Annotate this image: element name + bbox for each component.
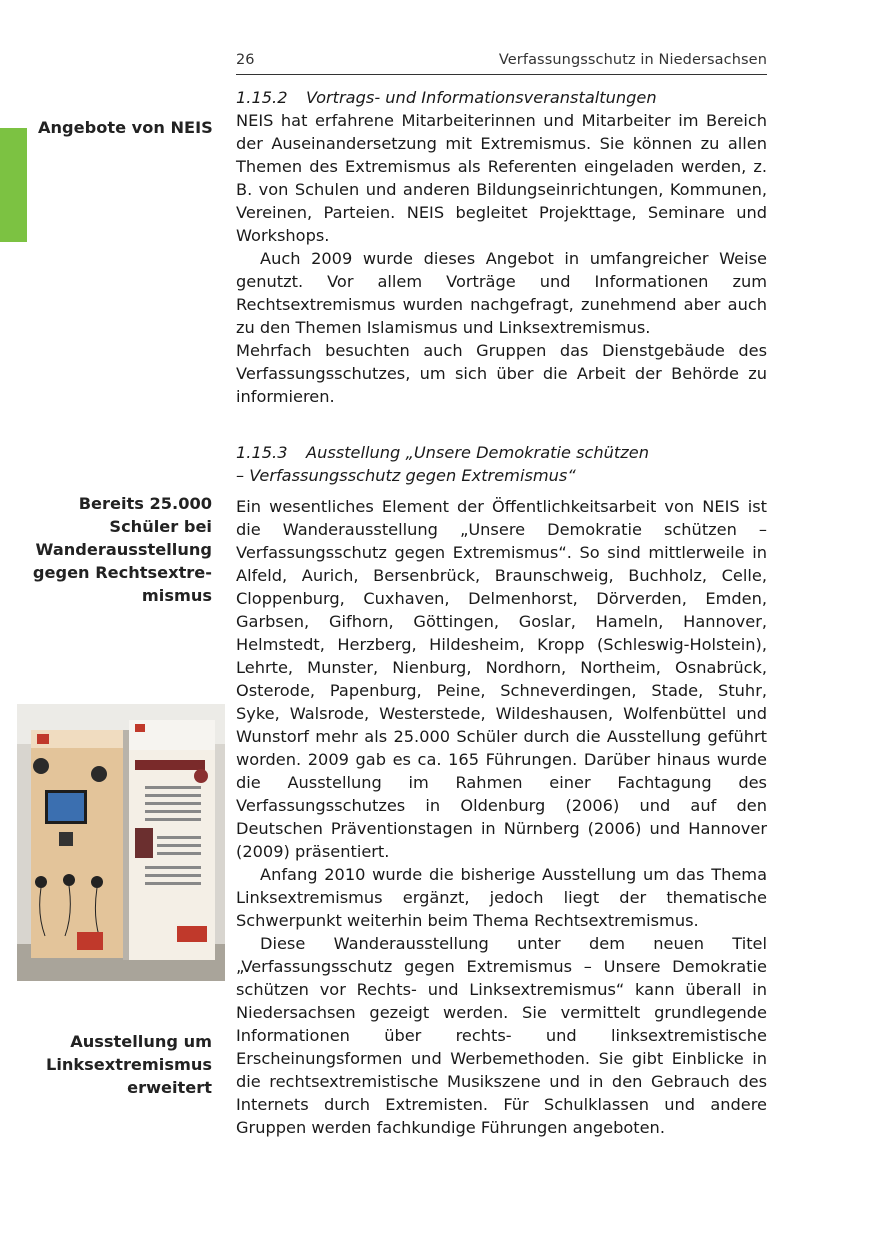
margin-note-line: Bereits 25.000 [78,494,212,513]
section-title: Vortrags- und Informationsveranstaltungen [306,88,657,107]
paragraph: Mehrfach besuchten auch Gruppen das Dienstgebäude des Verfassungsschutzes, um sich über die Arbeit der Behörde zu informieren. [236,341,767,406]
margin-note-line: mismus [141,586,212,605]
section-1-15-2 [236,86,767,408]
paragraph: NEIS hat erfahrene Mitarbeiterinnen und Mitarbeiter im Bereich der Auseinandersetzung mit Extremismus. Sie können zu allen Themen des Extremismus als Referenten eingeladen werden, z. B. von Schulen und anderen Bildungseinrichtungen, Kommunen, Vereinen, Parteien. NEIS begleitet Projekttage, Seminare und Workshops. [236,111,767,245]
section-1-15-3 [236,441,767,1139]
section-number: 1.15.3 [236,443,288,462]
running-header [236,52,767,75]
margin-note-schueler [20,492,212,607]
margin-note-line: gegen Rechtsextre- [32,563,212,582]
section-title-line-1: Ausstellung „Unsere Demokratie schützen [306,443,649,462]
paragraph: Diese Wanderausstellung unter dem neuen Titel „Verfassungsschutz gegen Extremismus – Unsere Demokratie schützen vor Rechts- und Linksextremismus“ kann überall in Niedersachsen gezeigt werden. Sie vermittelt grundlegende Informationen über rechts- und linksextremistische Erscheinungsformen und Werbemethoden. Sie gibt Einblicke in die rechtsextremistische Musikszene und in den Gebrauch des Internets durch Extremisten. Für Schulklassen und andere Gruppen werden fachkundige Führungen angeboten. [236,934,767,1137]
margin-note-line: erweitert [127,1078,212,1097]
margin-note-line: Wanderausstellung [35,540,212,559]
chapter-color-tab [0,128,27,242]
paragraph: Ein wesentliches Element der Öffentlichkeitsarbeit von NEIS ist die Wanderausstellung „Unsere Demokratie schützen – Verfassungsschutz gegen Extremismus“. So sind mittlerweile in Alfeld, Aurich, Bersenbrück, Braunschweig, Buchholz, Celle, Cloppenburg, Cuxhaven, Delmenhorst, Dörverden, Emden, Garbsen, Gifhorn, Göttingen, Goslar, Hameln, Hannover, Helmstedt, Herzberg, Hildesheim, Kropp (Schleswig-Holstein), Lehrte, Munster, Nienburg, Nordhorn, Northeim, Osnabrück, Osterode, Papenburg, Peine, Schneverdingen, Stade, Stuhr, Syke, Walsrode, Westerstede, Wildeshausen, Wolfenbüttel und Wunstorf mehr als 25.000 Schüler durch die Ausstellung geführt worden. 2009 gab es ca. 165 Führungen. Darüber hinaus wurde die Ausstellung im Rahmen einer Fachtagung des Verfassungsschutzes in Oldenburg (2006) und auf den Deutschen Präventionstagen in Nürnberg (2006) und Hannover (2009) präsentiert. [236,497,767,861]
margin-note-line: Ausstellung um [70,1032,212,1051]
section-number: 1.15.2 [236,88,288,107]
paragraph: Anfang 2010 wurde die bisherige Ausstellung um das Thema Linksextremismus ergänzt, jedoch liegt der thematische Schwerpunkt weiterhin beim Thema Rechtsextremismus. [236,865,767,930]
margin-note-neis: Angebote von NEIS [38,118,213,137]
margin-note-line: Schüler bei [109,517,212,536]
section-heading [236,441,767,464]
margin-note-line: Linksextremismus [46,1055,212,1074]
margin-note-linksextremismus [20,1030,212,1099]
section-title-line-2: – Verfassungsschutz gegen Extremismus“ [236,466,576,485]
exhibition-illustration [17,704,225,981]
page-number: 26 [236,52,255,68]
paragraph: Auch 2009 wurde dieses Angebot in umfangreicher Weise genutzt. Vor allem Vorträge und Informationen zum Rechtsextremismus wurden nachgefragt, zunehmend aber auch zu den Themen Islamismus und Linksextremismus. [236,249,767,337]
section-heading [236,86,767,109]
exhibition-photo [17,704,225,981]
running-title: Verfassungsschutz in Niedersachsen [498,52,767,68]
